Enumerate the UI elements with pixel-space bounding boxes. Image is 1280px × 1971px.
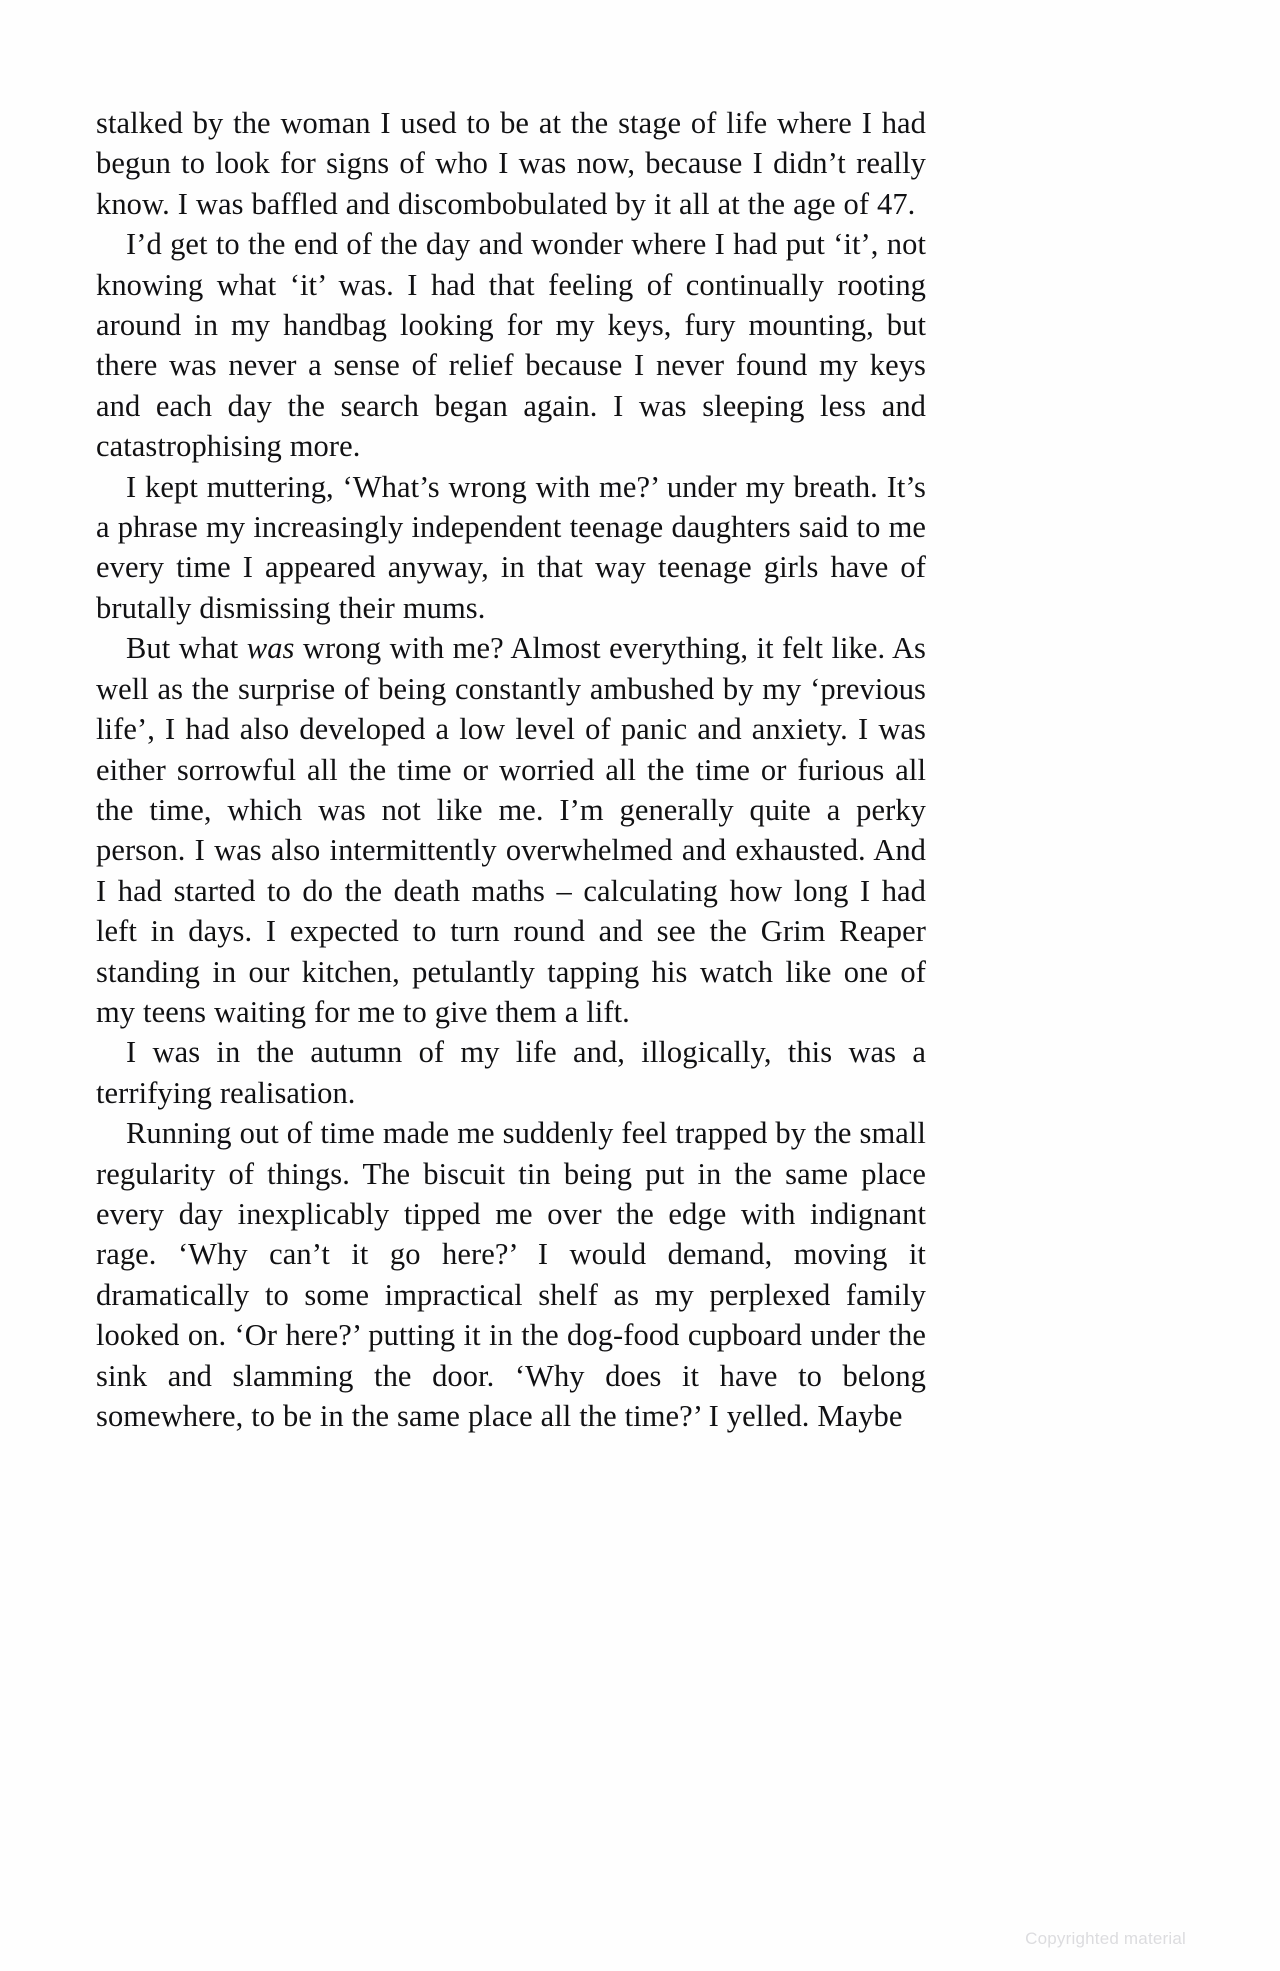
paragraph: Running out of time made me suddenly feel trapped by the small regularity of things. The biscuit tin being put in the same place every day inexplicably tipped me over the edge with indignant rage. ‘Why can’t it go here?’ I would demand, moving it dramatically to some impractical shelf as my perplexed family looked on. ‘Or here?’ putting it in the dog-food cupboard under the sink and slamming the door. ‘Why does it have to belong somewhere, to be in the same place all the time?’ I yelled. Maybe	[96, 1116, 926, 1433]
paragraph: I kept muttering, ‘What’s wrong with me?’ under my breath. It’s a phrase my increasingly independent teenage daughters said to me every time I appeared anyway, in that way teenage girls have of brutally dismissing their mums.	[96, 469, 926, 625]
paragraph-segment-roman: wrong with me? Almost everything, it felt like. As well as the surprise of being constantly ambushed by my ‘previous life’, I had also developed a low level of panic and anxiety. I was either sorrowful all the time or worried all the time or furious all the time, which was not like me. I’m generally quite a perky person. I was also intermittently overwhelmed and exhausted. And I had started to do the death maths – calculating how long I had left in days. I expected to turn round and see the Grim Reaper standing in our kitchen, petulantly tapping his watch like one of my teens waiting for me to give them a lift.	[96, 631, 926, 1029]
paragraph-segment-roman: But what	[126, 631, 247, 666]
paragraph: I’d get to the end of the day and wonder where I had put ‘it’, not knowing what ‘it’ was. I had that feeling of continually rooting around in my handbag looking for my keys, fury mounting, but there was never a sense of relief because I never found my keys and each day the search began again. I was sleeping less and catastrophising more.	[96, 227, 926, 464]
paragraph-with-emphasis	[96, 628, 926, 1032]
paragraph: stalked by the woman I used to be at the stage of life where I had begun to look for signs of who I was now, because I didn’t really know. I was baffled and discombobulated by it all at the age of 47.	[96, 106, 926, 221]
paragraph: I was in the autumn of my life and, illogically, this was a terrifying realisation.	[96, 1035, 926, 1110]
copyright-watermark: Copyrighted material	[1025, 1929, 1186, 1948]
paragraph-segment-italic: was	[246, 631, 295, 666]
page-body-text	[96, 103, 926, 1436]
